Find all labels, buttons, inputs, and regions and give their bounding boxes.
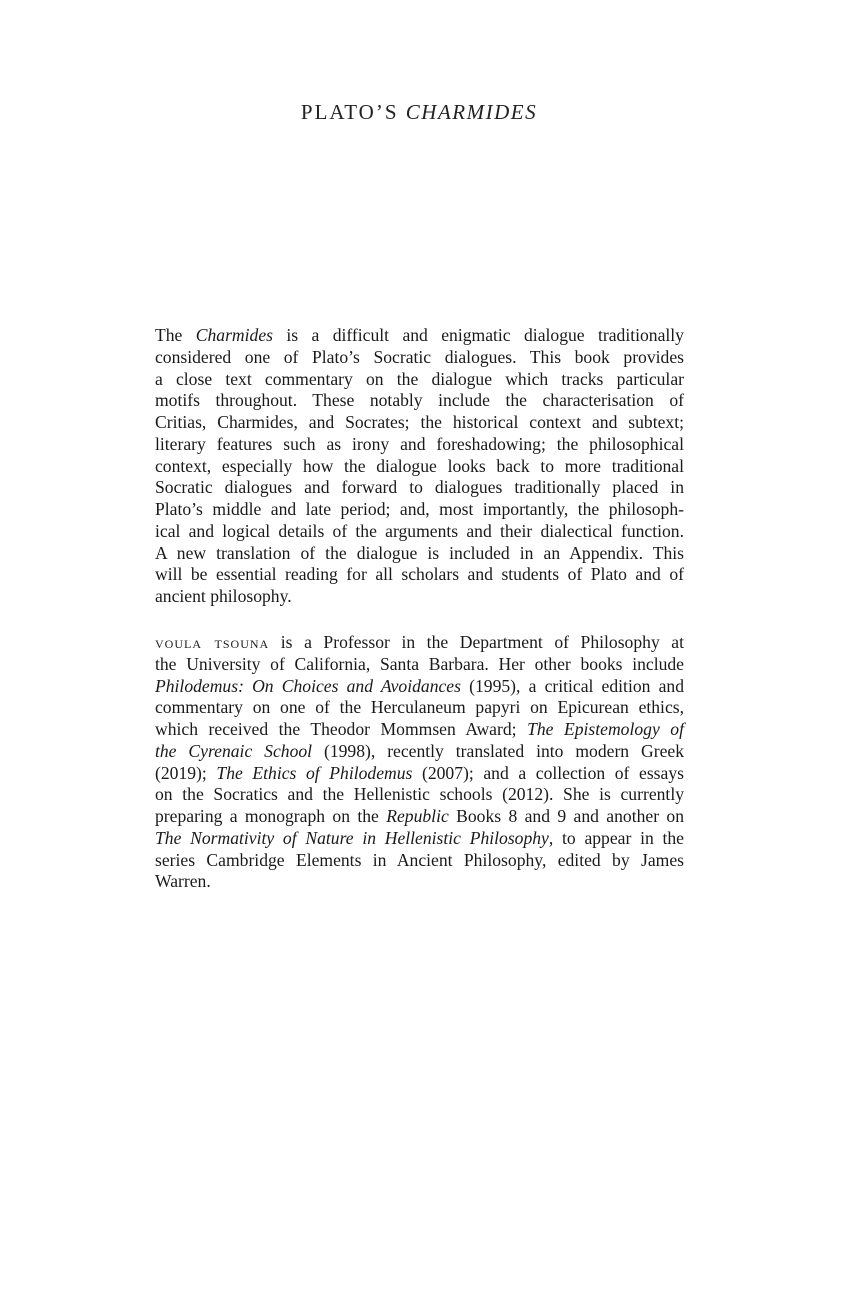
title-plain: PLATO’S xyxy=(300,100,406,124)
text-line xyxy=(155,564,684,586)
text-run: on the Socratics and the Hellenistic schools (2012). She is currently xyxy=(155,784,684,805)
text-run: is a difficult and enigmatic dialogue traditionally xyxy=(272,325,684,345)
text-run: (1995), a critical edition and xyxy=(460,675,684,696)
text-run: commentary on one of the Herculaneum papyri on Epicurean ethics, xyxy=(155,697,684,718)
text-run: ical and logical details of the arguments and their dialectical function. xyxy=(155,520,684,541)
text-line xyxy=(155,369,684,391)
text-line xyxy=(155,806,684,828)
text-run: will be essential reading for all scholars and students of Plato and of xyxy=(155,564,684,585)
text-line xyxy=(155,850,684,872)
text-run: which received the Theodor Mommsen Award; xyxy=(155,719,528,739)
text-line xyxy=(155,521,684,543)
text-run: (1998), recently translated into modern Greek xyxy=(312,740,685,761)
text-line xyxy=(155,347,684,369)
text-line xyxy=(155,741,684,763)
text-run: motifs throughout. These notably include the characterisation of xyxy=(155,390,684,411)
italic-title: Republic xyxy=(386,806,449,826)
text-line xyxy=(155,434,684,456)
italic-title: The Ethics of Philodemus xyxy=(216,762,413,783)
italic-title: The Normativity of Nature in Hellenistic Philosophy xyxy=(155,827,549,848)
italic-title: Charmides xyxy=(195,325,273,345)
text-line xyxy=(155,456,684,478)
text-run: considered one of Plato’s Socratic dialogues. This book provides xyxy=(155,346,684,367)
text-line xyxy=(155,654,684,676)
italic-title: Philodemus: On Choices and Avoidances xyxy=(155,675,461,696)
text-run: Warren. xyxy=(155,871,211,892)
text-run: Books 8 and 9 and another on xyxy=(448,806,684,826)
text-run: the University of California, Santa Barbara. Her other books include xyxy=(155,653,684,674)
text-run: preparing a monograph on the xyxy=(155,806,387,826)
text-run: is a Professor in the Department of Philosophy at xyxy=(269,632,684,652)
text-line xyxy=(155,828,684,850)
text-run: context, especially how the dialogue looks back to more traditional xyxy=(155,455,684,476)
text-run: Critias, Charmides, and Socrates; the historical context and subtext; xyxy=(155,412,684,432)
text-line xyxy=(155,543,684,565)
text-run: literary features such as irony and foreshadowing; the philosophical xyxy=(155,433,684,454)
text-line xyxy=(155,697,684,719)
book-title xyxy=(0,100,838,125)
author-name: voula tsouna xyxy=(155,632,270,652)
text-line xyxy=(155,676,684,698)
text-line xyxy=(155,632,684,654)
text-line xyxy=(155,586,684,608)
text-line xyxy=(155,871,684,893)
book-description xyxy=(155,325,684,608)
text-run: A new translation of the dialogue is included in an Appendix. This xyxy=(155,542,684,563)
text-line xyxy=(155,412,684,434)
text-line xyxy=(155,325,684,347)
text-line xyxy=(155,390,684,412)
text-run: (2019); xyxy=(155,762,217,783)
italic-title: the Cyrenaic School xyxy=(155,740,313,761)
text-line xyxy=(155,719,684,741)
title-italic: CHARMIDES xyxy=(405,100,538,124)
text-run: , to appear in the xyxy=(548,827,684,848)
text-line xyxy=(155,499,684,521)
text-run: (2007); and a collection of essays xyxy=(412,762,684,783)
author-biography xyxy=(155,632,684,893)
text-line xyxy=(155,477,684,499)
text-line xyxy=(155,784,684,806)
text-run: series Cambridge Elements in Ancient Philosophy, edited by James xyxy=(155,849,684,870)
text-run: Plato’s middle and late period; and, most importantly, the philosoph- xyxy=(155,499,684,519)
italic-title: The Epistemology of xyxy=(527,719,684,739)
text-run: Socratic dialogues and forward to dialogues traditionally placed in xyxy=(155,477,684,498)
text-run: The xyxy=(155,325,196,345)
text-run: a close text commentary on the dialogue which tracks particular xyxy=(155,368,684,389)
text-line xyxy=(155,763,684,785)
text-run: ancient philosophy. xyxy=(155,586,292,606)
